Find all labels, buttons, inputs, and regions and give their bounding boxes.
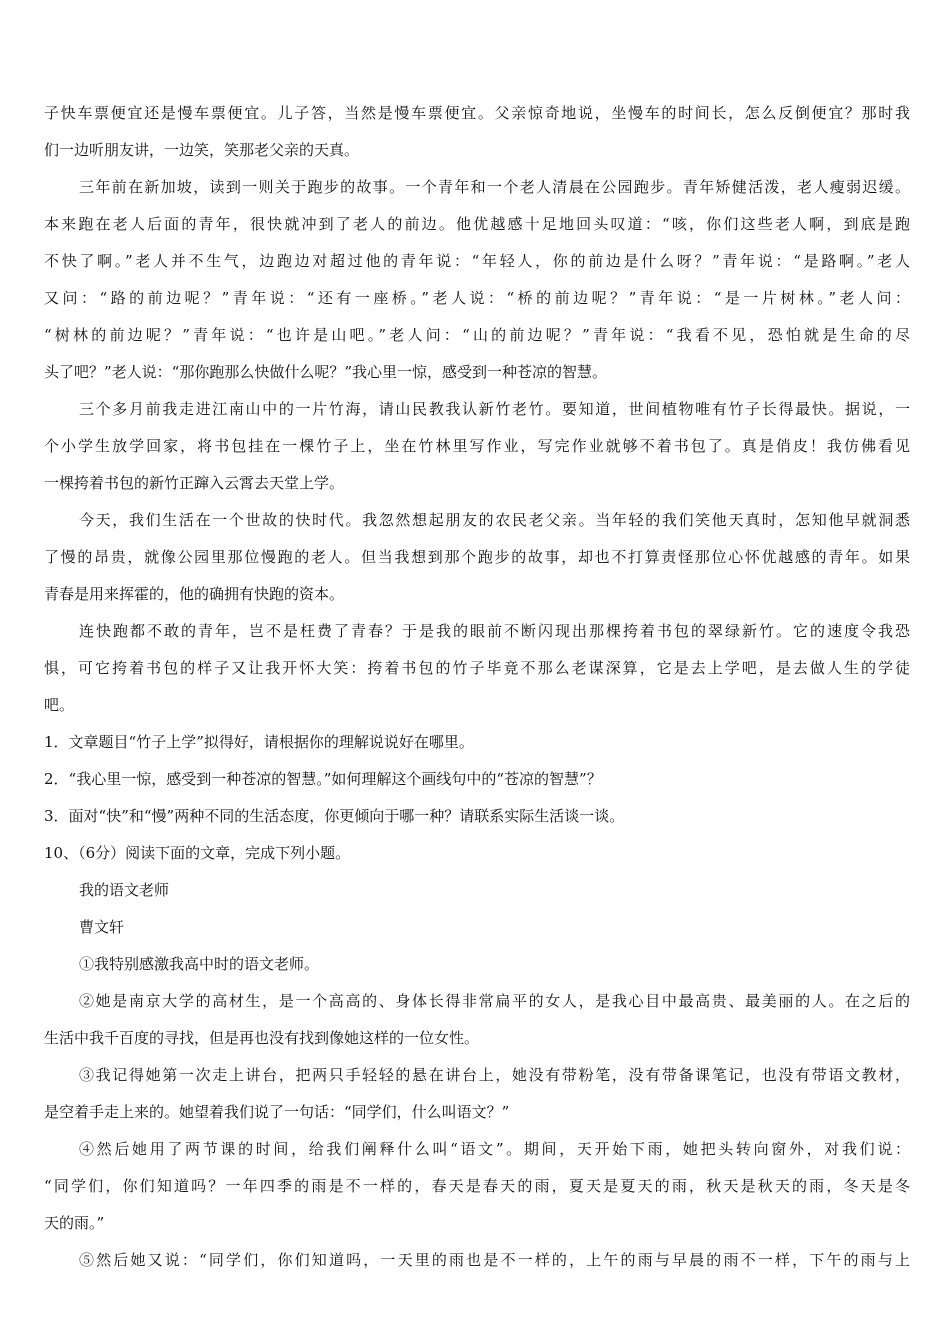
passage-paragraph [44,502,910,613]
passage-paragraph [44,169,910,391]
text-line: ④然后她用了两节课的时间，给我们阐释什么叫“语文”。期间，天开始下雨，她把头转向窗外，对我们说： [79,1140,910,1158]
text-line: 吧。 [44,696,75,714]
text-line: “同学们，你们知道吗？一年四季的雨是不一样的，春天是春天的雨，夏天是夏天的雨，秋天是秋天的雨，冬天是冬 [44,1177,910,1195]
text-line: 三年前在新加坡，读到一则关于跑步的故事。一个青年和一个老人清晨在公园跑步。青年矫健活泼，老人瘦弱迟缓。 [79,178,910,196]
passage-paragraph [44,1057,910,1131]
passage-paragraph [44,613,910,724]
text-line: ③我记得她第一次走上讲台，把两只手轻轻的悬在讲台上，她没有带粉笔，没有带备课笔记，也没有带语文教材， [79,1066,910,1084]
text-line: 不快了啊。”老人并不生气，边跑边对超过他的青年说：“年轻人，你的前边是什么呀？”青年说：“是路啊。”老人 [44,252,910,270]
text-line: “树林的前边呢？”青年说：“也许是山吧。”老人问：“山的前边呢？”青年说：“我看不见，恐怕就是生命的尽 [44,326,910,344]
section-heading: 10、（6分）阅读下面的文章，完成下列小题。 [44,844,351,862]
text-line: ①我特别感激我高中时的语文老师。 [79,955,320,973]
text-line: 一棵挎着书包的新竹正蹿入云霄去天堂上学。 [44,474,345,492]
question-list [44,724,910,835]
text-line: 惧，可它挎着书包的样子又让我开怀大笑：挎着书包的竹子毕竟不那么老谋深算，它是去上学吧，是去做人生的学徒 [44,659,910,677]
passage-paragraph [44,946,910,983]
article-author: 曹文轩 [79,918,125,936]
passage-paragraph [44,1131,910,1242]
question-item: 2．“我心里一惊，感受到一种苍凉的智慧。”如何理解这个画线句中的“苍凉的智慧”？ [44,770,602,788]
text-line: ②她是南京大学的高材生，是一个高高的、身体长得非常扁平的女人，是我心目中最高贵、最美丽的人。在之后的 [79,992,910,1010]
question-item: 3．面对“快”和“慢”两种不同的生活态度，你更倾向于哪一种？请联系实际生活谈一谈。 [44,807,625,825]
text-line: 头了吧？”老人说：“那你跑那么快做什么呢？”我心里一惊，感受到一种苍凉的智慧。 [44,363,608,381]
text-line: 们一边听朋友讲，一边笑，笑那老父亲的天真。 [44,141,360,159]
text-line: 本来跑在老人后面的青年，很快就冲到了老人的前边。他优越感十足地回头叹道：“咳，你们这些老人啊，到底是跑 [44,215,910,233]
text-line: 了慢的昂贵，就像公园里那位慢跑的老人。但当我想到那个跑步的故事，却也不打算责怪那位心怀优越感的青年。如果 [44,548,910,566]
text-line: 个小学生放学回家，将书包挂在一棵竹子上，坐在竹林里写作业，写完作业就够不着书包了。真是俏皮！我仿佛看见 [44,437,910,455]
text-line: ⑤然后她又说：“同学们，你们知道吗，一天里的雨也是不一样的，上午的雨与早晨的雨不一样，下午的雨与上 [79,1251,910,1269]
text-line: 生活中我千百度的寻找，但是再也没有找到像她这样的一位女性。 [44,1029,480,1047]
text-line: 是空着手走上来的。她望着我们说了一句话：“同学们，什么叫语文？” [44,1103,510,1121]
text-line: 连快跑都不敢的青年，岂不是枉费了青春？于是我的眼前不断闪现出那棵挎着书包的翠绿新竹。它的速度令我恐 [79,622,910,640]
passage-paragraph [44,95,910,169]
document-page [44,95,910,1279]
text-line: 青春是用来挥霍的，他的确拥有快跑的资本。 [44,585,345,603]
passage-paragraph [44,1242,910,1279]
section-10 [44,835,910,1279]
text-line: 子快车票便宜还是慢车票便宜。儿子答，当然是慢车票便宜。父亲惊奇地说，坐慢车的时间长，怎么反倒便宜？那时我 [44,104,910,122]
text-line: 三个多月前我走进江南山中的一片竹海，请山民教我认新竹老竹。要知道，世间植物唯有竹子长得最快。据说，一 [79,400,910,418]
text-line: 天的雨。” [44,1214,105,1232]
text-line: 今天，我们生活在一个世故的快时代。我忽然想起朋友的农民老父亲。当年轻的我们笑他天真时，怎知他早就洞悉 [79,511,910,529]
passage-paragraph [44,983,910,1057]
passage-paragraph [44,391,910,502]
question-item: 1．文章题目“竹子上学”拟得好，请根据你的理解说说好在哪里。 [44,733,474,751]
text-line: 又问：“路的前边呢？”青年说：“还有一座桥。”老人说：“桥的前边呢？”青年说：“是一片树林。”老人问： [44,289,910,307]
article-title: 我的语文老师 [79,881,170,899]
